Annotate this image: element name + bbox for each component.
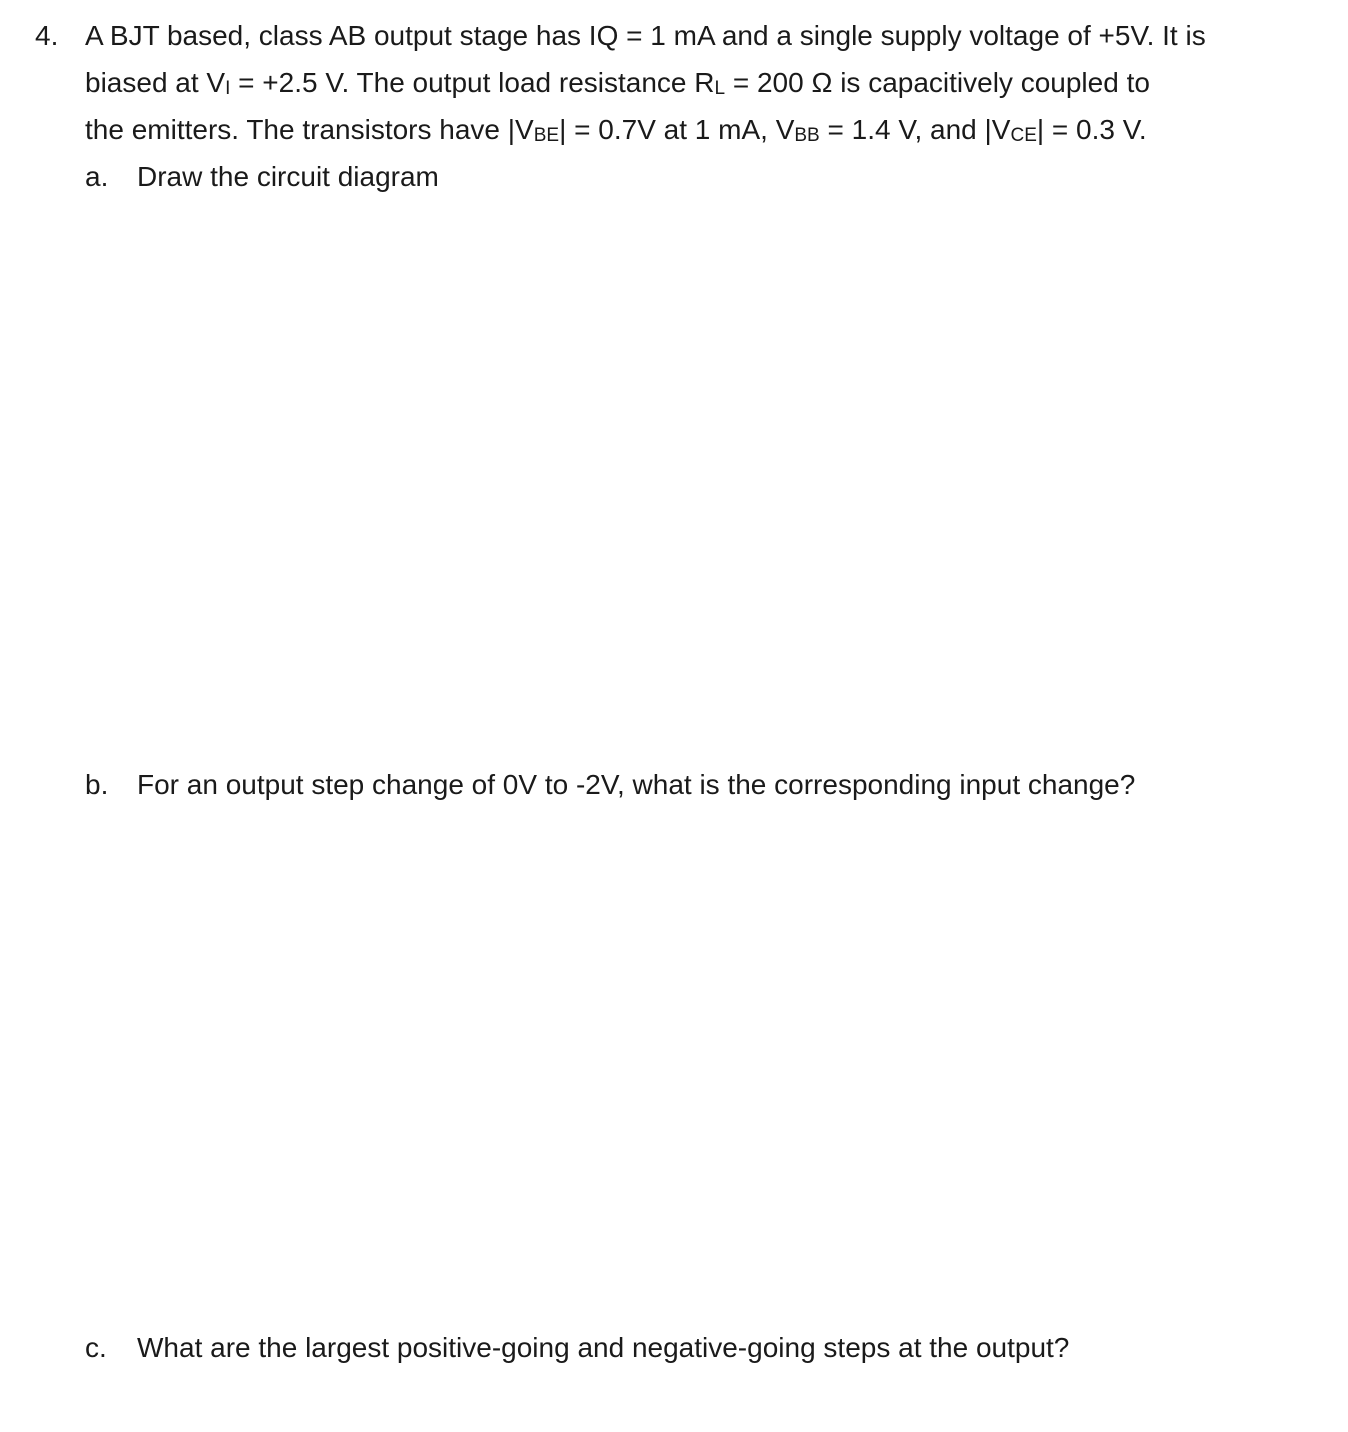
part-a-label: a. <box>85 161 109 192</box>
part-c-label: c. <box>85 1332 107 1363</box>
question-line-2: biased at VI = +2.5 V. The output load resistance RL = 200 Ω is capacitively coupled to <box>85 67 1150 99</box>
question-number: 4. <box>35 20 59 51</box>
part-a-text: Draw the circuit diagram <box>137 161 439 192</box>
part-b-text: For an output step change of 0V to -2V, what is the corresponding input change? <box>137 769 1136 800</box>
question-line-1: A BJT based, class AB output stage has IQ = 1 mA and a single supply voltage of +5V. It is <box>85 20 1206 51</box>
part-b-label: b. <box>85 769 109 800</box>
part-c-text: What are the largest positive-going and negative-going steps at the output? <box>137 1332 1070 1363</box>
question-line-3: the emitters. The transistors have |VBE| = 0.7V at 1 mA, VBB = 1.4 V, and |VCE| = 0.3 V. <box>85 114 1147 146</box>
